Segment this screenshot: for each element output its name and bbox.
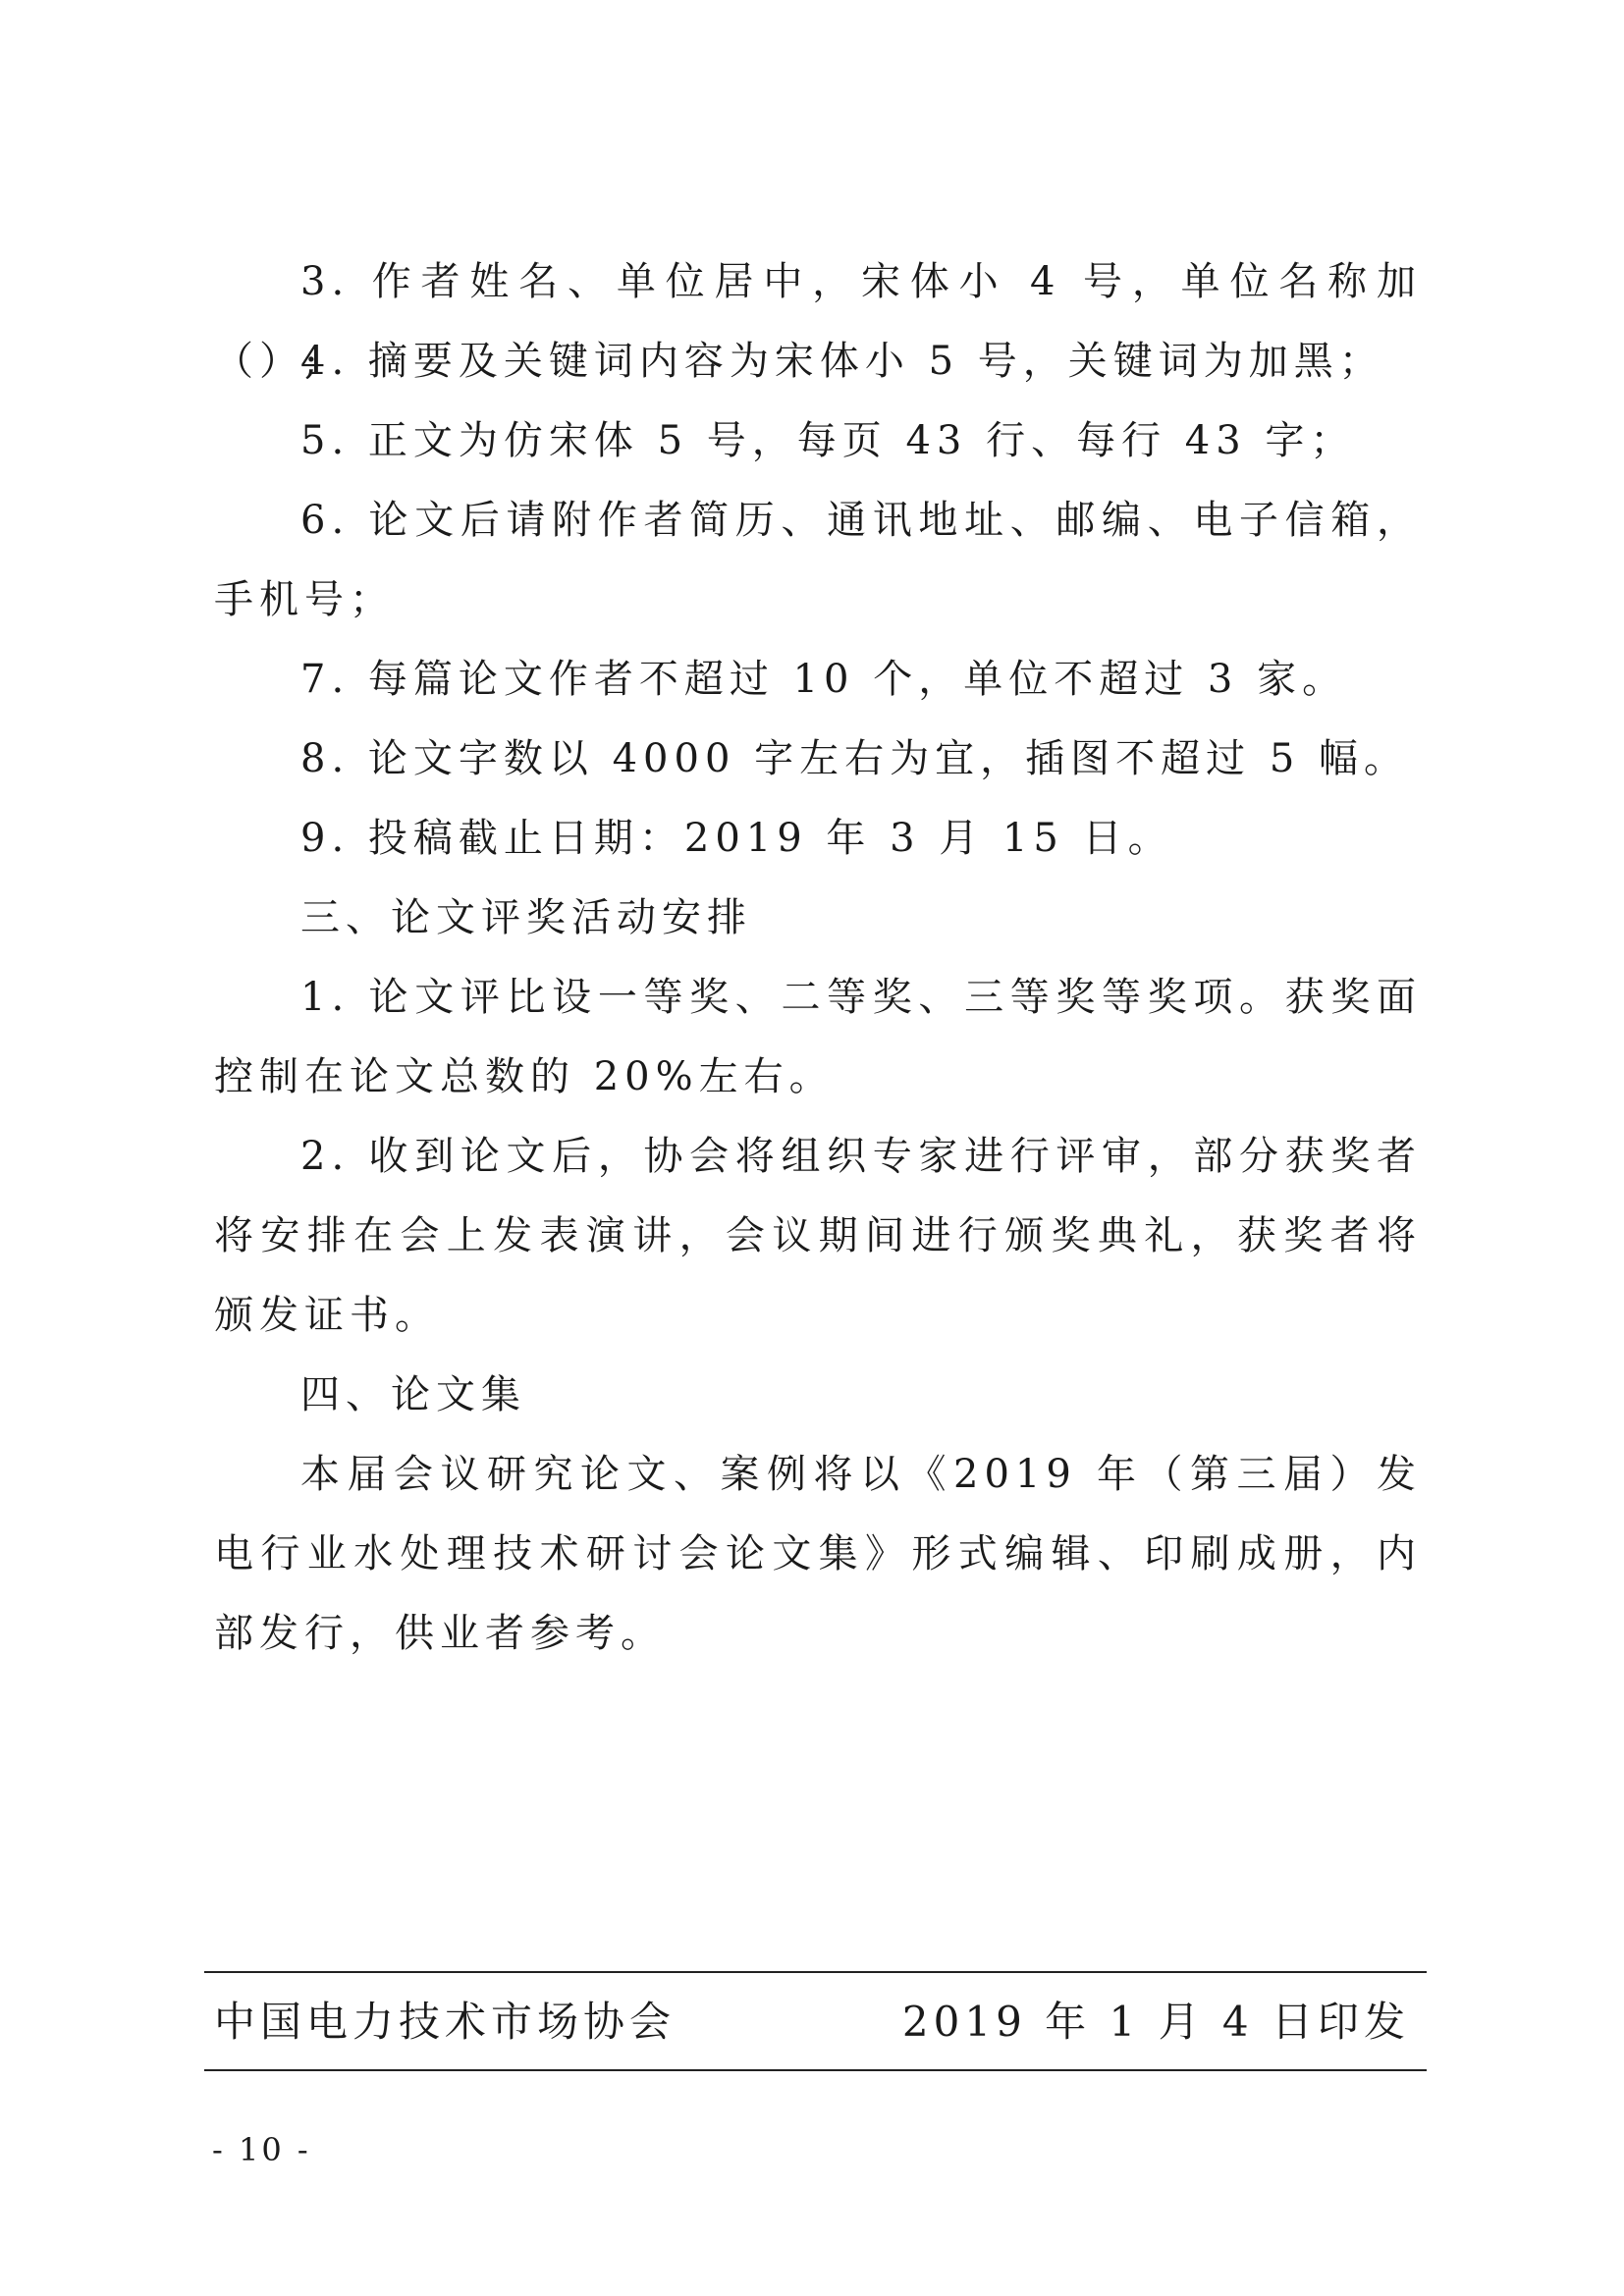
item-4-abstract-format: 4. 摘要及关键词内容为宋体小 5 号，关键词为加黑； [300, 339, 1384, 384]
section-heading-awards: 三、论文评奖活动安排 [300, 895, 752, 940]
item-6-author-resume: 6. 论文后请附作者简历、通讯地址、邮编、电子信箱，手机号； [214, 498, 1422, 622]
awards-item-1: 1. 论文评比设一等奖、二等奖、三等奖等奖项。获奖面控制在论文总数的 20%左右。 [214, 975, 1422, 1099]
footer-bottom-rule [204, 2069, 1427, 2071]
item-7-author-limit: 7. 每篇论文作者不超过 10 个，单位不超过 3 家。 [300, 657, 1348, 702]
awards-item-2: 2. 收到论文后，协会将组织专家进行评审，部分获奖者将安排在会上发表演讲，会议期间进行颁奖典礼，获奖者将颁发证书。 [214, 1134, 1422, 1338]
footer-issuer: 中国电力技术市场协会 [214, 1998, 677, 2046]
item-5-body-format: 5. 正文为仿宋体 5 号，每页 43 行、每行 43 字； [300, 418, 1356, 463]
section-heading-proceedings: 四、论文集 [300, 1372, 526, 1417]
item-8-word-count: 8. 论文字数以 4000 字左右为宜，插图不超过 5 幅。 [300, 736, 1409, 781]
footer-top-rule [204, 1971, 1427, 1973]
proceedings-paragraph: 本届会议研究论文、案例将以《2019 年（第三届）发电行业水处理技术研讨会论文集》形式编辑、印刷成册，内部发行，供业者参考。 [214, 1452, 1422, 1656]
page-number: - 10 - [212, 2131, 311, 2168]
item-9-deadline: 9. 投稿截止日期：2019 年 3 月 15 日。 [300, 816, 1173, 861]
footer-issue-date: 2019 年 1 月 4 日印发 [901, 1998, 1410, 2046]
item-3-author-format: 3. 作者姓名、单位居中，宋体小 4 号，单位名称加（）; [214, 259, 1422, 384]
